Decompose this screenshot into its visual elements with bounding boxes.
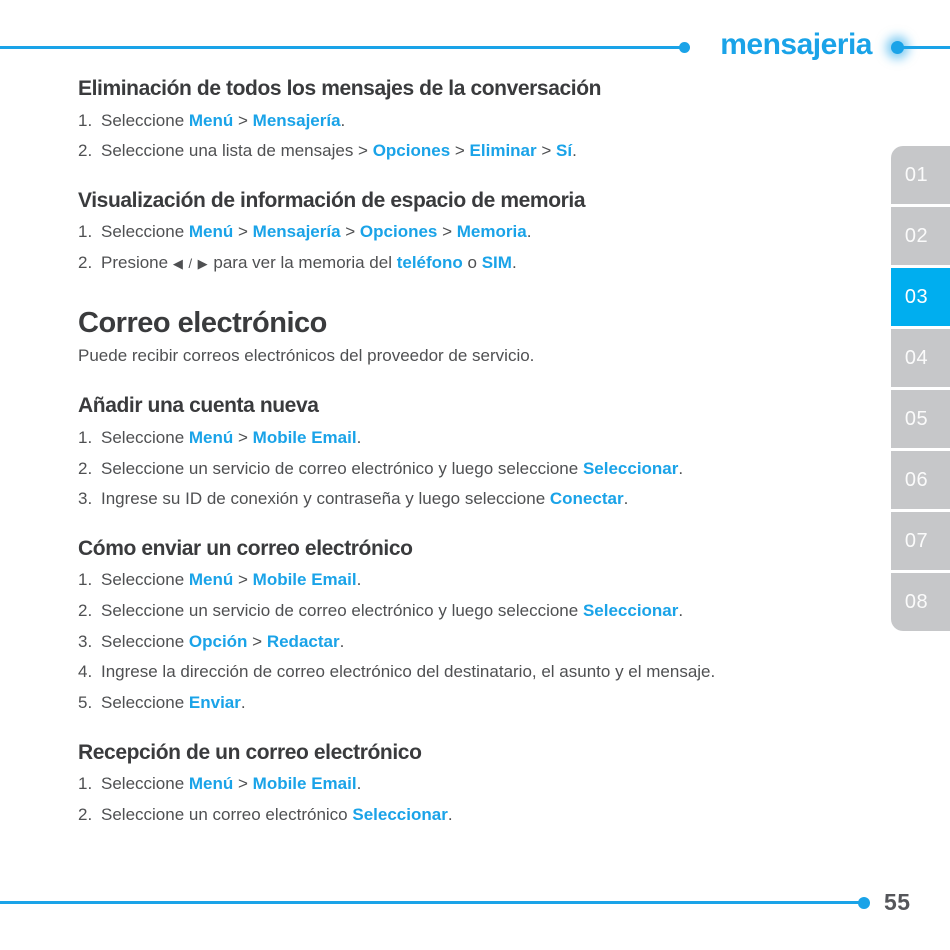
inline-keyword: Menú [188,427,234,447]
header-rule-right [898,46,950,49]
step-item [78,253,880,273]
text-segment: . [356,774,362,793]
step-list [78,111,880,161]
chapter-tab-01: 01 [891,146,950,204]
inline-keyword: Mobile Email [252,427,357,447]
step-number: 2. [78,458,93,478]
text-segment: > [233,222,253,242]
inline-keyword: Menú [188,222,234,242]
chapter-tab-07: 07 [891,512,950,570]
chapter-tab-02: 02 [891,207,950,265]
inline-keyword: Opciones [359,222,438,242]
step-number: 3. [78,631,93,651]
text-segment: Seleccione un servicio de correo electrónico y luego seleccione [101,600,583,620]
inline-keyword: Redactar [266,631,340,651]
inline-keyword: Memoria [456,222,527,242]
step-item [78,428,880,447]
inline-keyword: Mobile Email [252,570,357,590]
step-number: 1. [78,774,93,793]
step-text [101,141,577,160]
text-segment: para ver la memoria del [208,252,397,272]
step-number: 5. [78,693,93,712]
step-list [78,570,880,712]
step-text [101,570,361,589]
step-list [78,428,880,508]
chapter-tab-04: 04 [891,329,950,387]
text-segment: > [536,141,557,161]
section-heading: Añadir una cuenta nueva [78,394,319,418]
step-text [101,489,628,508]
text-segment: > [233,774,253,793]
text-segment: . [526,222,532,242]
content-area [78,62,880,824]
chapter-tabs [891,146,950,631]
chapter-title: Correo electrónico [78,306,327,339]
inline-keyword: Menú [188,774,234,793]
section-heading: Visualización de información de espacio de memoria [78,188,586,212]
inline-keyword: Opciones [372,141,451,161]
step-text [101,222,531,241]
step-number: 1. [78,222,93,242]
step-text [101,111,345,130]
step-number: 2. [78,252,93,272]
text-segment: > [247,631,267,651]
text-segment: > [233,110,253,130]
footer-dot [858,897,870,909]
text-segment: Seleccione un servicio de correo electrónico y luego seleccione [101,458,583,478]
text-segment: . [572,141,577,161]
inline-keyword: Opción [188,631,248,651]
text-segment: Seleccione un correo electrónico [101,804,353,824]
text-segment: Seleccione [101,774,189,793]
text-segment: . [678,600,684,620]
step-text [101,601,683,620]
step-text [101,428,361,447]
chapter-logo: mensajeria [720,28,872,61]
inline-keyword: Sí [556,141,573,161]
step-number: 1. [78,110,93,130]
header-dot-left [679,42,690,53]
step-text [101,662,715,681]
step-text [101,459,683,478]
step-item [78,489,880,508]
inline-keyword: Menú [188,110,234,130]
chapter-tab-05: 05 [891,390,950,448]
text-segment: . [240,693,246,712]
step-list [78,222,880,273]
text-segment: Ingrese su ID de conexión y contraseña y luego seleccione [101,489,550,509]
text-segment: o [462,252,482,272]
inline-keyword: Conectar [549,489,624,509]
step-number: 1. [78,427,93,447]
step-item [78,774,880,793]
inline-keyword: Enviar [188,693,241,712]
step-item [78,805,880,824]
step-item [78,601,880,620]
text-segment: Seleccione [101,693,189,712]
step-item [78,570,880,589]
inline-keyword: Mensajería [252,222,341,242]
chapter-tab-08: 08 [891,573,950,631]
step-list [78,774,880,824]
text-segment: . [678,458,684,478]
paragraph: Puede recibir correos electrónicos del proveedor de servicio. [78,345,535,365]
step-item [78,693,880,712]
chapter-tab-06: 06 [891,451,950,509]
inline-keyword: Mensajería [252,110,341,130]
text-segment: Ingrese la dirección de correo electrónico del destinatario, el asunto y el mensaje. [101,662,716,682]
step-text [101,632,344,651]
section-heading: Cómo enviar un correo electrónico [78,536,413,560]
text-segment: . [447,804,453,824]
text-segment: . [511,252,517,272]
text-segment: > [340,222,360,242]
text-segment: Presione [101,252,173,272]
text-segment: > [233,570,253,590]
step-text [101,253,517,273]
step-item [78,632,880,651]
text-segment: . [623,489,629,509]
step-item [78,141,880,160]
step-item [78,459,880,478]
header-rule-left [0,46,682,49]
text-segment: > [450,141,470,161]
text-segment: Seleccione [101,427,189,447]
inline-keyword: Eliminar [469,141,537,161]
section-heading: Eliminación de todos los mensajes de la conversación [78,77,602,100]
step-item [78,222,880,241]
text-segment: > [437,222,457,242]
text-segment: Seleccione [101,570,189,590]
step-item [78,111,880,130]
footer-rule [0,901,860,904]
text-segment: Seleccione [101,222,189,242]
step-number: 3. [78,489,93,509]
step-text [101,693,246,712]
step-item [78,662,880,681]
chapter-tab-03: 03 [891,268,950,326]
inline-keyword: Seleccionar [582,458,679,478]
inline-keyword: Menú [188,570,234,590]
step-number: 1. [78,570,93,590]
inline-keyword: SIM [481,252,512,272]
text-segment: Seleccione [101,110,189,130]
step-number: 2. [78,141,93,161]
text-segment: > [233,427,253,447]
text-segment: . [339,631,345,651]
text-segment: Seleccione [101,631,189,651]
text-segment: . [356,427,362,447]
step-number: 2. [78,804,93,824]
inline-keyword: teléfono [396,252,463,272]
step-text [101,774,361,793]
inline-keyword: Seleccionar [582,600,679,620]
page-number: 55 [884,889,911,915]
text-segment: Seleccione una lista de mensajes > [101,141,373,161]
step-number: 2. [78,600,93,620]
inline-keyword: Mobile Email [252,774,357,793]
step-text [101,805,453,824]
text-segment: . [356,570,362,590]
inline-keyword: Seleccionar [352,804,448,824]
text-segment: . [340,110,346,130]
section-heading: Recepción de un correo electrónico [78,740,422,764]
nav-arrows-glyph: ◀ / ▶ [172,255,209,271]
step-number: 4. [78,662,93,682]
